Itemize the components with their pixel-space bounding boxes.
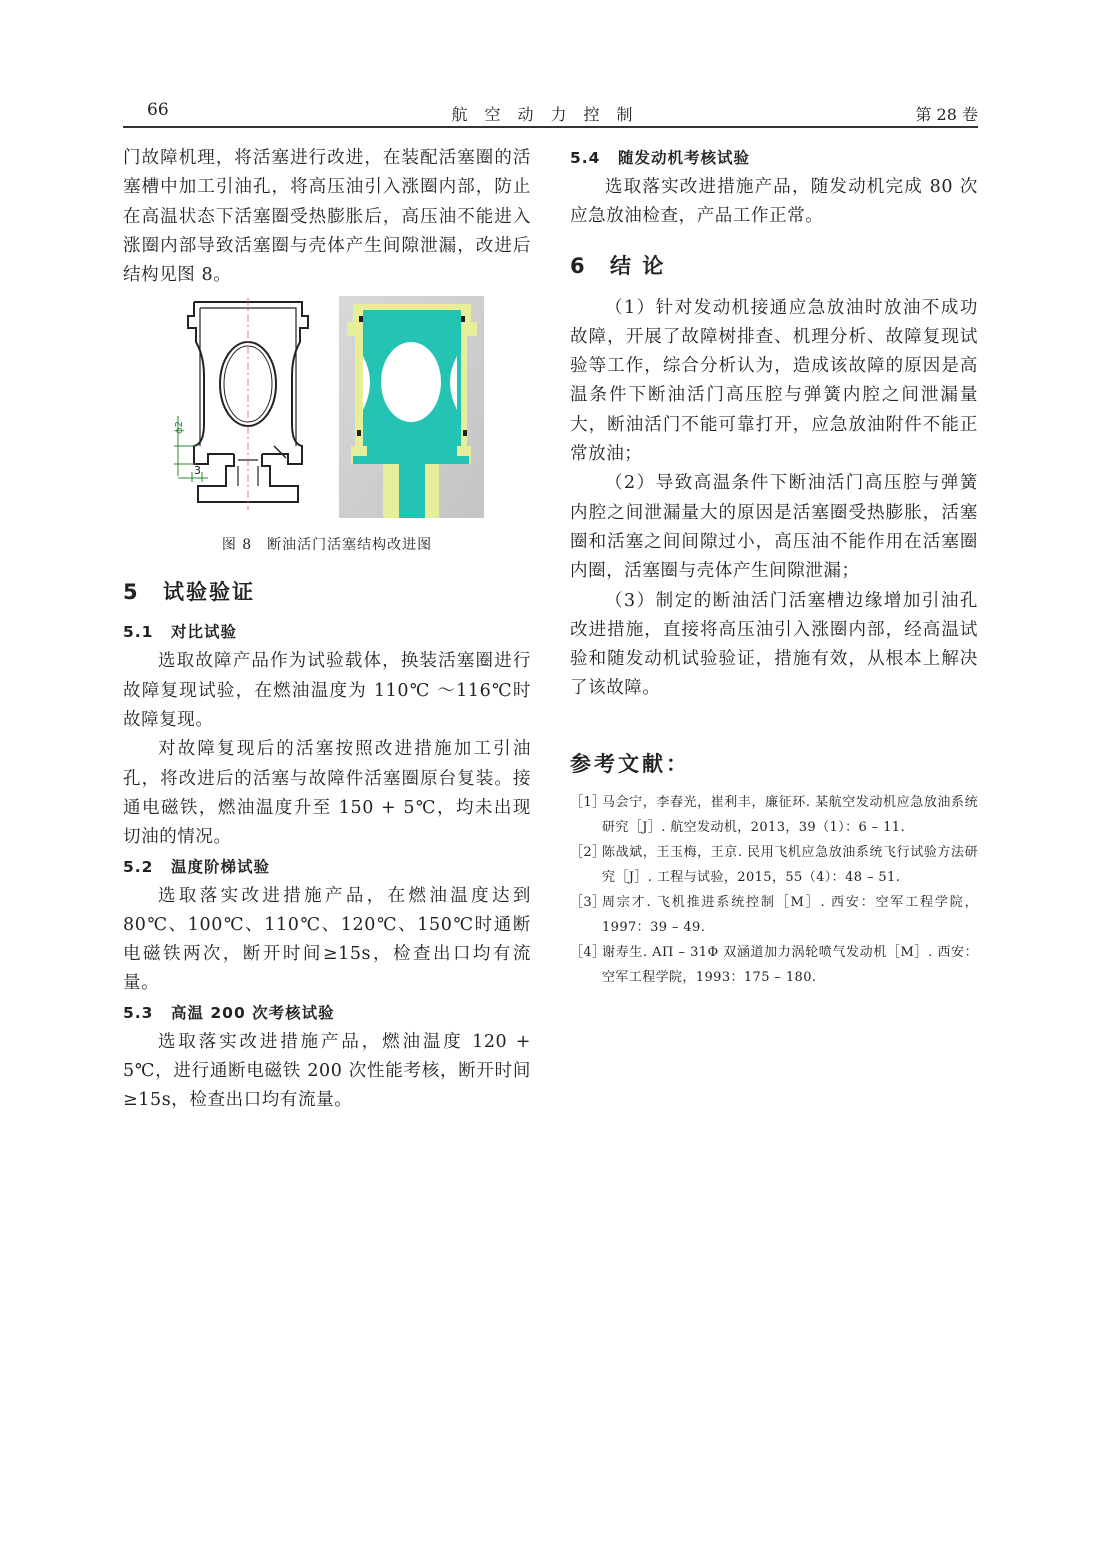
reference-item [570,840,978,890]
subsection-5-3-heading [123,999,531,1028]
reference-tag: ［2］ [570,844,606,860]
right-column [570,144,978,990]
page-header [123,98,978,128]
piston-line-drawing [168,296,336,518]
paragraph: 选取落实改进措施产品，燃油温度 120 + 5℃，进行通断电磁铁 200 次性能考核，断开时间≥15s，检查出口均有流量。 [123,1031,531,1111]
reference-item [570,890,978,940]
reference-tag: ［3］ [570,894,606,910]
subsection-number: 5.2 [123,857,154,876]
reference-item [570,940,978,990]
left-column [123,144,531,1116]
dim-length-label: 3 [194,464,201,478]
section-title: 试验验证 [163,580,255,605]
page-number: 66 [147,100,169,120]
subsection-5-4-heading [570,144,978,173]
paragraph: 选取故障产品作为试验载体，换装活塞圈进行故障复现试验，在燃油温度为 110℃ ～116℃时故障复现。 [123,651,531,731]
paragraph: 选取落实改进措施产品，在燃油温度达到 80℃、100℃、110℃、120℃、150℃时通断电磁铁两次，断开时间≥15s，检查出口均有流量。 [123,885,531,994]
subsection-number: 5.3 [123,1003,154,1022]
volume-label: 第 28 卷 [915,105,978,124]
reference-tag: ［4］ [570,944,606,960]
paragraph: 选取落实改进措施产品，随发动机完成 80 次应急放油检查，产品工作正常。 [570,177,978,227]
paragraph-continuation: 门故障机理，将活塞进行改进，在装配活塞圈的活塞槽中加工引油孔，将高压油引入涨圈内部，防止在高温状态下活塞圈受热膨胀后，高压油不能进入涨圈内部导致活塞圈与壳体产生间隙泄漏，改进后结构见图 8。 [123,148,531,286]
reference-text: 陈战斌，王玉梅，王京. 民用飞机应急放油系统飞行试验方法研究［J］. 工程与试验，2015，55（4）：48 – 51. [602,844,978,885]
subsection-number: 5.4 [570,149,601,167]
section-number: 5 [123,580,140,605]
reference-text: 谢寿生. AΠ – 31Φ 双涵道加力涡轮喷气发动机［M］. 西安：空军工程学院，1993：175 – 180. [602,944,978,985]
reference-item [570,790,978,840]
section-title: 结 论 [610,253,666,278]
section-number: 6 [570,253,587,278]
subsection-5-2-heading [123,853,531,882]
subsection-title: 对比试验 [171,623,238,642]
subsection-title: 随发动机考核试验 [618,149,751,167]
reference-tag: ［1］ [570,794,606,810]
figure-8 [123,296,531,566]
section-5-heading [123,576,531,606]
reference-text: 周宗才. 飞机推进系统控制［M］. 西安：空军工程学院，1997：39 – 49. [602,894,978,935]
paragraph: （3）制定的断油活门活塞槽边缘增加引油孔改进措施，直接将高压油引入涨圈内部，经高温试验和随发动机试验验证，措施有效，从根本上解决了该故障。 [570,590,978,699]
subsection-5-1-heading [123,618,531,647]
subsection-number: 5.1 [123,623,154,642]
reference-text: 马会宁，李春光，崔利丰，廉征环. 某航空发动机应急放油系统研究［J］. 航空发动机，2013，39（1）：6 – 11. [602,794,978,835]
paragraph: （2）导致高温条件下断油活门高压腔与弹簧内腔之间泄漏量大的原因是活塞圈受热膨胀，活塞圈和活塞之间间隙过小，高压油不能作用在活塞圈内圈，活塞圈与壳体产生间隙泄漏； [570,473,978,582]
dim-diameter-label: ϕ2 [174,421,185,435]
figure-caption: 图 8 断油活门活塞结构改进图 [221,537,433,554]
reference-list [570,790,978,990]
subsection-title: 高温 200 次考核试验 [171,1003,335,1022]
section-6-heading [570,250,978,280]
subsection-title: 温度阶梯试验 [171,857,271,876]
references-heading: 参考文献： [570,751,690,776]
journal-title: 航空动力控制 [451,105,650,124]
piston-3d-render [339,296,484,518]
paragraph: （1）针对发动机接通应急放油时放油不成功故障，开展了故障树排查、机理分析、故障复现试验等工作，综合分析认为，造成该故障的原因是高温条件下断油活门高压腔与弹簧内腔之间泄漏量大，断油活门不能可靠打开，应急放油附件不能正常放油； [570,297,978,465]
paragraph: 对故障复现后的活塞按照改进措施加工引油孔，将改进后的活塞与故障件活塞圈原台复装。接通电磁铁，燃油温度升至 150 + 5℃，均未出现切油的情况。 [123,739,531,848]
